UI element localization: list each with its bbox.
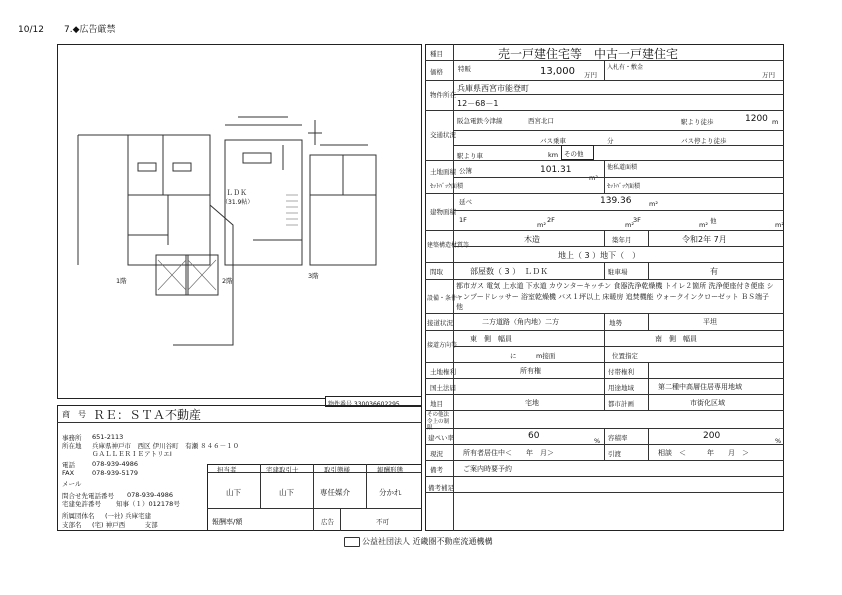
building-total-value: 139.36 bbox=[600, 196, 632, 206]
coverage-value: 60 bbox=[528, 431, 540, 441]
notes-label: 備考補足 bbox=[428, 484, 454, 492]
road-value: 二方道路（角内地）二方 bbox=[482, 318, 559, 326]
staff-col-4 bbox=[340, 508, 341, 531]
price-value: 13,000 bbox=[540, 66, 575, 77]
zone-label: 用途地域 bbox=[608, 384, 634, 392]
trade-name-label: 商 号 bbox=[62, 410, 86, 419]
handover-label: 引渡 bbox=[608, 450, 621, 458]
location-address: 兵庫県西宮市能登町 bbox=[457, 84, 529, 93]
row-line-5 bbox=[425, 193, 784, 194]
building-label: 建物面積 bbox=[430, 208, 456, 216]
building-total-unit: m² bbox=[649, 200, 658, 208]
walk-value: 1200 bbox=[745, 114, 768, 124]
staff-value-3: 分かれ bbox=[379, 488, 402, 497]
tel-label: 電話 bbox=[62, 461, 75, 469]
road-dir-2: 南 側 幅員 bbox=[655, 335, 697, 343]
remarks-label: 備考 bbox=[430, 466, 443, 474]
floor-plan-drawing bbox=[58, 45, 421, 398]
terrain-divider bbox=[648, 313, 649, 330]
status-value: 所有者居住中＜ 年 月＞ bbox=[463, 449, 554, 457]
car-unit: km bbox=[548, 151, 559, 159]
date-label: 10/12 bbox=[18, 25, 44, 35]
address-value: 兵庫県神戸市 西区 伊川谷町 有瀬 ８４６－１０ bbox=[92, 442, 240, 450]
transport-label: 交通状況 bbox=[430, 131, 456, 139]
ref-number: 物件番号 330036602295 bbox=[328, 401, 400, 408]
row-line-2 bbox=[425, 80, 784, 81]
parking-label: 駐車場 bbox=[608, 268, 628, 276]
land-label: 土地面積 bbox=[430, 168, 456, 176]
price-divider bbox=[604, 60, 605, 80]
built-year-value: 令和2年 7月 bbox=[682, 235, 727, 244]
layout-divider bbox=[604, 262, 605, 279]
location-number: 12－68－1 bbox=[457, 99, 499, 108]
road-label: 接道状況 bbox=[427, 319, 453, 327]
floor3-label: 3階 bbox=[308, 272, 319, 280]
staff-header-1: 宅建取引士 bbox=[266, 466, 299, 474]
floor-2f-unit: m² bbox=[625, 221, 634, 229]
land-type: 公簿 bbox=[459, 167, 472, 175]
contact-label: 問合せ先電話番号 bbox=[62, 492, 114, 500]
license-value: 知事（１）012178号 bbox=[116, 500, 180, 508]
built-year-label: 築年月 bbox=[612, 236, 632, 244]
ad-value: 不可 bbox=[376, 518, 389, 526]
staff-value-1: 山下 bbox=[279, 488, 294, 497]
staff-value-0: 山下 bbox=[226, 488, 241, 497]
private-road-label: 他私道面積 bbox=[607, 164, 638, 171]
association-logo-icon bbox=[344, 537, 360, 547]
staff-row-line bbox=[207, 508, 422, 509]
structure-vdivider-2 bbox=[648, 230, 649, 246]
land-value: 101.31 bbox=[540, 165, 572, 175]
zone-value: 第二種中高層住居専用地域 bbox=[658, 383, 742, 391]
branch-label: 支部名 bbox=[62, 521, 82, 529]
walk-unit: m bbox=[772, 118, 779, 126]
floor-3f-label: 3F bbox=[633, 216, 641, 224]
floor-other-label: 他 bbox=[710, 217, 717, 225]
row-line-8 bbox=[425, 279, 784, 280]
address-label: 所在地 bbox=[62, 442, 82, 450]
ad-label: 広告 bbox=[321, 518, 334, 526]
building-total-label: 延べ bbox=[459, 198, 472, 206]
price-label: 価格 bbox=[430, 68, 443, 76]
floor-ratio-label: 容積率 bbox=[608, 434, 628, 442]
status-label: 現況 bbox=[430, 450, 443, 458]
bus-unit: 分 bbox=[607, 137, 614, 145]
floor-1f-label: 1F bbox=[459, 216, 467, 224]
station-name: 西宮北口 bbox=[528, 117, 554, 125]
road-spec-label: 位置指定 bbox=[612, 352, 638, 360]
title-label: 種目 bbox=[430, 50, 443, 58]
price-unit: 万円 bbox=[584, 71, 597, 79]
location-divider bbox=[453, 94, 784, 95]
office-label: 事務所 bbox=[62, 434, 82, 442]
structure-label: 建築構造材質等 bbox=[427, 242, 470, 249]
row-line-18 bbox=[425, 476, 784, 477]
facilities-text: 都市ガス 電気 上水道 下水道 カウンターキッチン 食器洗浄乾燥機 トイレ２箇所 洗浄便座付き便座 シャンプードレッサー 浴室乾燥機 バス１坪以上 床暖房 追焚機能 ウォークインクローゼット ＢＳ端子 他 bbox=[456, 282, 777, 311]
mail-label: メール bbox=[62, 480, 82, 488]
staff-value-2: 専任媒介 bbox=[320, 488, 350, 497]
company-divider bbox=[57, 422, 422, 423]
row-line-19 bbox=[425, 492, 784, 493]
structure-floors: 地上（ 3 ）地下（ ） bbox=[558, 251, 641, 260]
city-plan-value: 市街化区域 bbox=[690, 399, 725, 407]
setback-label: ｾｯﾄﾊﾞｯｸ面積 bbox=[430, 183, 464, 190]
parking-value: 有 bbox=[710, 267, 718, 276]
address-value-2: ＧＡＬＬＥＲＩＥアトリエI bbox=[92, 450, 172, 458]
structure-vdivider-1 bbox=[604, 230, 605, 246]
ldk-area-label: （31.9帖） bbox=[222, 199, 254, 206]
land-right-label: 土地権利 bbox=[430, 368, 456, 376]
notice-label: 7.◆広告厳禁 bbox=[64, 25, 116, 35]
branch-value: (宅) 神戸西 支部 bbox=[92, 521, 158, 529]
layout-value: 部屋数（ 3 ） ＬＤＫ bbox=[470, 267, 549, 276]
deposit-unit: 万円 bbox=[762, 71, 775, 79]
ratio-divider bbox=[604, 428, 605, 460]
floor-plan-panel bbox=[57, 44, 422, 399]
road-contact: に m接面 bbox=[510, 352, 556, 360]
road-dir-1: 東 側 幅員 bbox=[470, 335, 512, 343]
other-label: その他 bbox=[564, 150, 584, 158]
city-plan-label: 都市計画 bbox=[608, 400, 634, 408]
fax-label: FAX bbox=[62, 469, 75, 477]
office-value: 651-2113 bbox=[92, 433, 124, 441]
sub-right-divider bbox=[648, 362, 649, 410]
structure-material: 木造 bbox=[524, 235, 540, 244]
staff-header-2: 取引態様 bbox=[324, 466, 350, 474]
coverage-unit: % bbox=[594, 437, 601, 445]
transport-divider-1 bbox=[453, 130, 784, 131]
sub-right-label: 付帯権利 bbox=[608, 368, 634, 376]
terrain-label: 地勢 bbox=[609, 319, 622, 327]
tel-value: 078-939-4986 bbox=[92, 460, 139, 468]
deposit-label: 入札有・敷金 bbox=[607, 64, 644, 71]
floor-3f-unit: m² bbox=[699, 221, 708, 229]
land-cat-value: 宅地 bbox=[525, 399, 539, 407]
staff-col-1 bbox=[260, 464, 261, 508]
bus-stop-label: バス停より徒歩 bbox=[681, 137, 727, 145]
fee-label: 報酬率/額 bbox=[212, 518, 243, 526]
assoc-value: (一社) 兵庫宅建 bbox=[105, 512, 152, 520]
handover-value: 相談 ＜ 年 月 ＞ bbox=[658, 449, 749, 457]
coverage-label: 建ぺい率 bbox=[428, 434, 454, 442]
floor-other-unit: m² bbox=[775, 221, 784, 229]
land-unit: m² bbox=[589, 174, 598, 182]
footer-association: 公益社団法人 近畿圏不動産流通機構 bbox=[362, 537, 493, 546]
car-label: 駅より車 bbox=[457, 152, 483, 160]
road-dir-label: 接道方向等 bbox=[427, 342, 458, 349]
floor2-label: 2階 bbox=[222, 277, 233, 285]
row-line-17 bbox=[425, 460, 784, 461]
layout-label: 間取 bbox=[430, 268, 443, 276]
rail-line: 阪急電鉄今津線 bbox=[457, 117, 503, 125]
building-divider bbox=[453, 210, 784, 211]
terrain-value: 平坦 bbox=[703, 318, 717, 326]
land-cat-label: 地目 bbox=[430, 400, 443, 408]
structure-divider bbox=[453, 246, 784, 247]
parking-divider bbox=[648, 262, 649, 279]
staff-header-0: 担当者 bbox=[217, 466, 237, 474]
setback-label-2: ｾｯﾄﾊﾞｯｸ面積 bbox=[607, 183, 641, 190]
floor1-label: 1階 bbox=[116, 277, 127, 285]
floor-ratio-unit: % bbox=[775, 437, 782, 445]
staff-header-3: 報酬形態 bbox=[377, 466, 403, 474]
location-label: 物件所在 bbox=[430, 91, 456, 99]
facilities-label: 設備・条件 bbox=[427, 295, 458, 302]
property-type: 売一戸建住宅等 中古一戸建住宅 bbox=[498, 47, 679, 61]
land-law-label: 国土法届 bbox=[430, 384, 456, 392]
row-line-3 bbox=[425, 110, 784, 111]
road-dir-vdivider bbox=[604, 330, 605, 362]
floor-2f-label: 2F bbox=[547, 216, 555, 224]
floor-ratio-value: 200 bbox=[703, 431, 721, 441]
company-name: ＲＥ：ＳＴＡ不動産 bbox=[93, 408, 202, 422]
contact-value: 078-939-4986 bbox=[127, 491, 174, 499]
walk-label: 駅より徒歩 bbox=[681, 118, 714, 126]
floor-1f-unit: m² bbox=[537, 221, 546, 229]
license-label: 宅建免許番号 bbox=[62, 500, 101, 508]
remarks-value: ご案内時要予約 bbox=[463, 465, 512, 473]
transport-divider-2 bbox=[453, 145, 784, 146]
price-prefix: 特販 bbox=[458, 65, 471, 73]
land-right-divider bbox=[604, 362, 605, 410]
row-line-14 bbox=[425, 410, 784, 411]
staff-col-2 bbox=[313, 464, 314, 531]
staff-col-3 bbox=[366, 464, 367, 508]
floor-ratio-divider bbox=[648, 428, 649, 460]
land-divider-2 bbox=[453, 177, 784, 178]
land-right-value: 所有権 bbox=[520, 367, 541, 375]
bus-label: バス乗車 bbox=[540, 137, 566, 145]
road-dir-divider bbox=[453, 346, 784, 347]
ldk-label: ＬＤＫ bbox=[226, 189, 247, 197]
other-limits-label: その他法令上の制限 bbox=[427, 412, 450, 431]
road-divider bbox=[604, 313, 605, 330]
assoc-label: 所属団体名 bbox=[62, 512, 95, 520]
fax-value: 078-939-5179 bbox=[92, 469, 139, 477]
label-column-line bbox=[453, 44, 454, 531]
